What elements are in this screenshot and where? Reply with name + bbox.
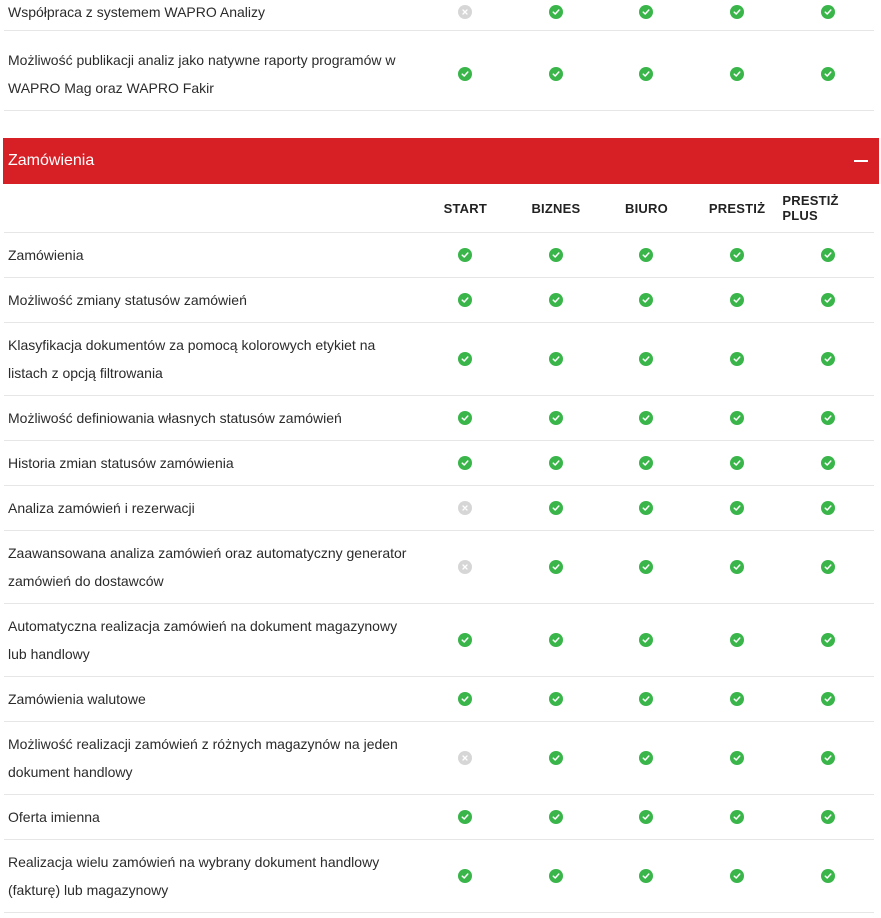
check-circle-icon (821, 352, 835, 366)
cell-start (420, 5, 511, 19)
cell-biznes (511, 293, 602, 307)
check-circle-icon (639, 67, 653, 81)
cell-prestiz-plus (782, 751, 873, 765)
check-circle-icon (549, 67, 563, 81)
cell-biznes (511, 411, 602, 425)
table-row (4, 323, 874, 396)
cell-biuro (601, 633, 692, 647)
cell-biuro (601, 869, 692, 883)
table-row (4, 795, 874, 840)
cell-biznes (511, 633, 602, 647)
check-circle-icon (730, 293, 744, 307)
cell-start (420, 248, 511, 262)
check-circle-icon (730, 456, 744, 470)
check-circle-icon (730, 869, 744, 883)
cell-biznes (511, 692, 602, 706)
cell-biznes (511, 5, 602, 19)
cell-prestiz (692, 751, 783, 765)
check-circle-icon (549, 692, 563, 706)
cell-prestiz-plus (782, 293, 873, 307)
cell-biuro (601, 501, 692, 515)
cell-start (420, 293, 511, 307)
check-circle-icon (730, 67, 744, 81)
table-row (4, 0, 874, 31)
check-circle-icon (821, 5, 835, 19)
table-row (4, 722, 874, 795)
feature-label: Historia zmian statusów zamówienia (8, 455, 234, 471)
check-circle-icon (730, 352, 744, 366)
cell-biuro (601, 692, 692, 706)
cell-biznes (511, 560, 602, 574)
cell-biznes (511, 456, 602, 470)
cell-prestiz (692, 67, 783, 81)
cell-start (420, 692, 511, 706)
check-circle-icon (458, 692, 472, 706)
cell-prestiz (692, 869, 783, 883)
check-circle-icon (549, 293, 563, 307)
check-circle-icon (821, 869, 835, 883)
check-circle-icon (549, 633, 563, 647)
feature-label: Możliwość zmiany statusów zamówień (8, 292, 247, 308)
check-circle-icon (458, 456, 472, 470)
check-circle-icon (821, 560, 835, 574)
minus-icon[interactable] (853, 153, 869, 169)
check-circle-icon (458, 810, 472, 824)
cell-start (420, 560, 511, 574)
check-circle-icon (549, 869, 563, 883)
cell-prestiz-plus (782, 248, 873, 262)
table-row (4, 531, 874, 604)
cell-start (420, 869, 511, 883)
cell-start (420, 751, 511, 765)
feature-label: Analiza zamówień i rezerwacji (8, 500, 195, 516)
cell-biuro (601, 411, 692, 425)
cell-prestiz-plus (782, 869, 873, 883)
check-circle-icon (639, 248, 653, 262)
cell-biuro (601, 352, 692, 366)
check-circle-icon (821, 293, 835, 307)
cell-prestiz-plus (782, 560, 873, 574)
cell-start (420, 810, 511, 824)
cell-biznes (511, 248, 602, 262)
table-row (4, 441, 874, 486)
check-circle-icon (549, 456, 563, 470)
cell-prestiz-plus (782, 67, 873, 81)
section-body (0, 184, 874, 913)
cell-biznes (511, 751, 602, 765)
check-circle-icon (639, 751, 653, 765)
column-header-prestiz-plus: PRESTIŻ PLUS (782, 193, 839, 223)
check-circle-icon (730, 560, 744, 574)
check-circle-icon (639, 633, 653, 647)
cell-prestiz (692, 810, 783, 824)
cell-prestiz (692, 5, 783, 19)
column-header-biuro: BIURO (625, 200, 668, 216)
column-header-row (4, 184, 874, 233)
table-row (4, 396, 874, 441)
x-circle-icon (458, 501, 472, 515)
feature-label: Zaawansowana analiza zamówień oraz automatyczny generator zamówień do dostawców (8, 545, 407, 589)
section-header-zamowienia[interactable] (3, 138, 879, 184)
cell-biznes (511, 869, 602, 883)
feature-label: Zamówienia (8, 247, 84, 263)
cell-start (420, 411, 511, 425)
table-row (4, 486, 874, 531)
column-header-start: START (443, 200, 487, 216)
cell-start (420, 633, 511, 647)
cell-prestiz (692, 501, 783, 515)
cell-start (420, 352, 511, 366)
cell-biznes (511, 501, 602, 515)
check-circle-icon (639, 869, 653, 883)
column-header-prestiz: PRESTIŻ (708, 200, 766, 216)
cell-prestiz-plus (782, 411, 873, 425)
cell-biuro (601, 456, 692, 470)
cell-prestiz (692, 293, 783, 307)
feature-label: Klasyfikacja dokumentów za pomocą kolorowych etykiet na listach z opcją filtrowania (8, 337, 376, 381)
check-circle-icon (639, 501, 653, 515)
cell-prestiz (692, 411, 783, 425)
table-row (4, 677, 874, 722)
cell-biuro (601, 751, 692, 765)
feature-label: Zamówienia walutowe (8, 691, 146, 707)
x-circle-icon (458, 5, 472, 19)
cell-biznes (511, 67, 602, 81)
cell-prestiz (692, 352, 783, 366)
cell-prestiz (692, 692, 783, 706)
check-circle-icon (458, 293, 472, 307)
check-circle-icon (821, 633, 835, 647)
check-circle-icon (821, 411, 835, 425)
cell-prestiz-plus (782, 5, 873, 19)
check-circle-icon (730, 751, 744, 765)
cell-start (420, 456, 511, 470)
table-row (4, 38, 874, 111)
x-circle-icon (458, 751, 472, 765)
check-circle-icon (458, 633, 472, 647)
check-circle-icon (730, 810, 744, 824)
cell-prestiz-plus (782, 692, 873, 706)
check-circle-icon (458, 869, 472, 883)
check-circle-icon (730, 411, 744, 425)
check-circle-icon (639, 692, 653, 706)
check-circle-icon (549, 560, 563, 574)
cell-start (420, 67, 511, 81)
column-header-biznes: BIZNES (531, 200, 581, 216)
check-circle-icon (639, 456, 653, 470)
check-circle-icon (549, 810, 563, 824)
check-circle-icon (730, 248, 744, 262)
check-circle-icon (821, 751, 835, 765)
cell-prestiz-plus (782, 501, 873, 515)
check-circle-icon (549, 501, 563, 515)
cell-biuro (601, 5, 692, 19)
cell-prestiz (692, 560, 783, 574)
cell-prestiz (692, 248, 783, 262)
check-circle-icon (730, 692, 744, 706)
cell-prestiz-plus (782, 456, 873, 470)
check-circle-icon (639, 293, 653, 307)
feature-label: Automatyczna realizacja zamówień na dokument magazynowy lub handlowy (8, 618, 398, 662)
cell-biznes (511, 810, 602, 824)
cell-prestiz (692, 456, 783, 470)
check-circle-icon (549, 751, 563, 765)
table-row (4, 278, 874, 323)
cell-prestiz (692, 633, 783, 647)
cell-start (420, 501, 511, 515)
check-circle-icon (639, 560, 653, 574)
feature-label: Możliwość publikacji analiz jako natywne raporty programów w WAPRO Mag oraz WAPRO Fakir (8, 52, 396, 96)
section-rows (0, 233, 874, 913)
check-circle-icon (549, 5, 563, 19)
check-circle-icon (549, 352, 563, 366)
feature-label: Współpraca z systemem WAPRO Analizy (8, 3, 265, 20)
cell-prestiz-plus (782, 810, 873, 824)
cell-biznes (511, 352, 602, 366)
table-row (4, 233, 874, 278)
check-circle-icon (821, 692, 835, 706)
check-circle-icon (458, 67, 472, 81)
check-circle-icon (549, 248, 563, 262)
cell-biuro (601, 810, 692, 824)
check-circle-icon (639, 810, 653, 824)
check-circle-icon (639, 411, 653, 425)
cell-biuro (601, 560, 692, 574)
check-circle-icon (821, 248, 835, 262)
check-circle-icon (458, 352, 472, 366)
check-circle-icon (730, 501, 744, 515)
check-circle-icon (821, 810, 835, 824)
table-row (4, 840, 874, 913)
feature-label: Oferta imienna (8, 809, 100, 825)
check-circle-icon (821, 501, 835, 515)
check-circle-icon (730, 633, 744, 647)
check-circle-icon (458, 248, 472, 262)
check-circle-icon (639, 352, 653, 366)
check-circle-icon (730, 5, 744, 19)
cell-biuro (601, 67, 692, 81)
table-row (4, 604, 874, 677)
feature-label: Możliwość definiowania własnych statusów zamówień (8, 410, 342, 426)
feature-label: Realizacja wielu zamówień na wybrany dokument handlowy (fakturę) lub magazynowy (8, 854, 380, 898)
check-circle-icon (458, 411, 472, 425)
cell-prestiz-plus (782, 352, 873, 366)
check-circle-icon (821, 67, 835, 81)
feature-label: Możliwość realizacji zamówień z różnych magazynów na jeden dokument handlowy (8, 736, 398, 780)
check-circle-icon (549, 411, 563, 425)
section-title: Zamówienia (8, 152, 95, 169)
cell-prestiz-plus (782, 633, 873, 647)
cell-biuro (601, 293, 692, 307)
cell-biuro (601, 248, 692, 262)
check-circle-icon (639, 5, 653, 19)
check-circle-icon (821, 456, 835, 470)
x-circle-icon (458, 560, 472, 574)
